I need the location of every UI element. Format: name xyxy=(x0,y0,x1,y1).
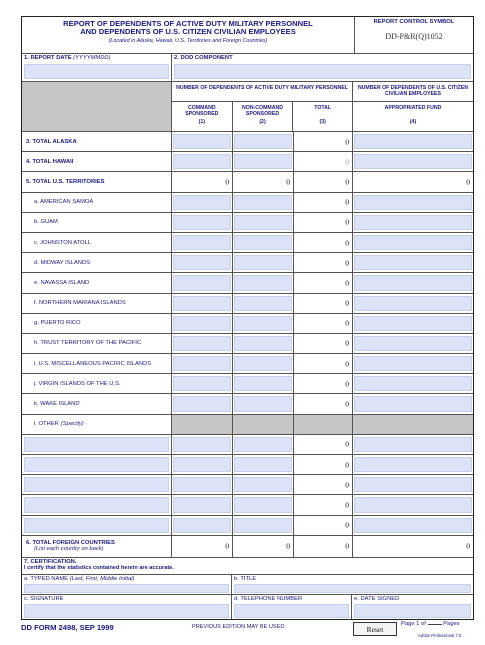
form-header xyxy=(22,17,473,54)
report-control-symbol xyxy=(355,17,473,53)
report-info-row xyxy=(22,54,473,82)
row-cell-c4[interactable] xyxy=(353,495,473,514)
row-cell-c4[interactable] xyxy=(353,354,473,373)
row-cell-c1[interactable] xyxy=(172,435,233,454)
typed-name-field[interactable] xyxy=(24,584,229,593)
row-cell-c1[interactable] xyxy=(172,253,233,272)
dd-form-2498 xyxy=(21,16,474,620)
table-row xyxy=(22,213,473,233)
other-country-field[interactable] xyxy=(24,518,169,533)
row-label: 5. TOTAL U.S. TERRITORIES xyxy=(22,172,172,191)
total-pages-field[interactable] xyxy=(428,624,442,625)
table-row xyxy=(22,415,473,435)
form-title-line1: REPORT OF DEPENDENTS OF ACTIVE DUTY MILITARY PERSONNEL xyxy=(63,19,313,28)
table-row xyxy=(22,273,473,293)
row-cell-c3[interactable]: 0 xyxy=(294,516,353,535)
table-row xyxy=(22,374,473,394)
date-signed-field[interactable] xyxy=(354,604,471,618)
row-cell-c4[interactable] xyxy=(353,152,473,171)
row-cell-c3[interactable]: 0 xyxy=(294,294,353,313)
row-label xyxy=(22,516,172,535)
date-signed-cell: e. DATE SIGNED xyxy=(352,595,473,619)
military-group-head: NUMBER OF DEPENDENTS OF ACTIVE DUTY MILITARY PERSONNEL xyxy=(172,82,352,102)
row-cell-c3[interactable]: 0 xyxy=(294,455,353,474)
row-cell-c2[interactable] xyxy=(233,213,294,232)
title-field[interactable] xyxy=(234,584,471,593)
row-cell-c2[interactable] xyxy=(233,294,294,313)
dod-component-cell xyxy=(172,54,473,81)
row-cell-c3 xyxy=(294,415,353,434)
table-row xyxy=(22,253,473,273)
row-cell-c1[interactable] xyxy=(172,374,233,393)
row-cell-c4[interactable] xyxy=(353,193,473,212)
form-number: DD FORM 2498, SEP 1999 xyxy=(21,623,114,632)
row-cell-c3[interactable]: 0 xyxy=(294,475,353,494)
form-subtitle: (Located in Alaska, Hawaii, U.S. Territories and Foreign Countries) xyxy=(108,37,268,44)
previous-edition-note: PREVIOUS EDITION MAY BE USED. xyxy=(192,624,286,630)
row-cell-c3[interactable]: 0 xyxy=(294,354,353,373)
row-cell-c2[interactable] xyxy=(233,475,294,494)
row-label xyxy=(22,455,172,474)
row-cell-c1[interactable]: 0 xyxy=(172,172,233,191)
row-cell-c2[interactable] xyxy=(233,152,294,171)
table-row xyxy=(22,354,473,374)
row-cell-c1[interactable] xyxy=(172,394,233,413)
row-cell-c4[interactable] xyxy=(353,253,473,272)
table-row xyxy=(22,475,473,495)
reset-button[interactable]: Reset xyxy=(353,622,397,636)
row-cell-c3[interactable]: 0 xyxy=(294,213,353,232)
row-cell-c4[interactable] xyxy=(353,314,473,333)
form-footer xyxy=(21,621,474,641)
row-cell-c1[interactable] xyxy=(172,455,233,474)
row-cell-c2[interactable] xyxy=(233,374,294,393)
row-cell-c1[interactable] xyxy=(172,233,233,252)
row-cell-c4[interactable] xyxy=(353,394,473,413)
col-non-command-sponsored: NON-COMMAND SPONSORED (2) xyxy=(233,102,294,131)
report-date-field[interactable] xyxy=(24,64,169,79)
row-cell-c3[interactable]: 0 xyxy=(294,495,353,514)
rcs-label: REPORT CONTROL SYMBOL xyxy=(373,19,455,25)
row-cell-c1[interactable] xyxy=(172,516,233,535)
total-foreign-c1[interactable]: 0 xyxy=(172,536,233,557)
row-cell-c3[interactable]: 0 xyxy=(294,435,353,454)
dod-component-field[interactable] xyxy=(174,64,471,79)
certification-label: 7. CERTIFICATION. xyxy=(24,558,77,565)
table-row xyxy=(22,495,473,515)
row-cell-c2[interactable] xyxy=(233,334,294,353)
row-cell-c1 xyxy=(172,415,233,434)
table-row xyxy=(22,334,473,354)
row-label xyxy=(22,435,172,454)
table-row xyxy=(22,314,473,334)
column-header-row xyxy=(22,82,473,132)
other-country-field[interactable] xyxy=(24,477,169,492)
row-label: k. WAKE ISLAND xyxy=(22,394,172,413)
row-cell-c3[interactable]: 0 xyxy=(294,314,353,333)
row-cell-c4[interactable] xyxy=(353,374,473,393)
table-row xyxy=(22,455,473,475)
row-cell-c1[interactable] xyxy=(172,294,233,313)
civilian-group-head: NUMBER OF DEPENDENTS OF U.S. CITIZEN CIVILIAN EMPLOYEES xyxy=(353,82,473,102)
row-label: l. OTHER (Specify) xyxy=(22,415,172,434)
row-cell-c4[interactable] xyxy=(353,294,473,313)
row-cell-c3[interactable]: 0 xyxy=(294,253,353,272)
row-label: 4. TOTAL HAWAII xyxy=(22,152,172,171)
signature-cell: c. SIGNATURE xyxy=(22,595,232,619)
row-cell-c3[interactable]: 0 xyxy=(294,394,353,413)
col-command-sponsored: COMMAND SPONSORED (1) xyxy=(172,102,233,131)
total-foreign-c3[interactable]: 0 xyxy=(294,536,353,557)
column-header-blank xyxy=(22,82,172,131)
row-cell-c4 xyxy=(353,415,473,434)
table-row xyxy=(22,233,473,253)
row-cell-c2[interactable] xyxy=(233,233,294,252)
table-row xyxy=(22,394,473,414)
row-cell-c4[interactable]: 0 xyxy=(466,177,470,187)
table-row xyxy=(22,516,473,536)
row-label xyxy=(22,475,172,494)
row-cell-c1[interactable] xyxy=(172,273,233,292)
telephone-field[interactable] xyxy=(234,604,349,618)
table-row xyxy=(22,132,473,152)
row-label: 3. TOTAL ALASKA xyxy=(22,132,172,151)
row-cell-c1[interactable] xyxy=(172,132,233,151)
row-label: c. JOHNSTON ATOLL xyxy=(22,233,172,252)
row-cell-c4[interactable] xyxy=(353,475,473,494)
other-country-field[interactable] xyxy=(24,497,169,512)
table-row xyxy=(22,435,473,455)
row-cell-c3[interactable]: 0 xyxy=(294,152,353,171)
row-cell-c4[interactable] xyxy=(353,455,473,474)
row-cell-c1[interactable] xyxy=(172,193,233,212)
row-label: a. AMERICAN SAMOA xyxy=(22,193,172,212)
row-cell-c2[interactable] xyxy=(233,314,294,333)
total-foreign-c4[interactable]: 0 xyxy=(466,541,470,551)
row-cell-c2[interactable] xyxy=(233,394,294,413)
other-country-field[interactable] xyxy=(24,457,169,472)
form-title-line2: AND DEPENDENTS OF U.S. CITIZEN CIVILIAN EMPLOYEES xyxy=(80,27,296,37)
cert-name-row xyxy=(22,575,473,595)
signature-field[interactable] xyxy=(24,604,229,618)
data-rows xyxy=(22,132,473,536)
table-row xyxy=(22,294,473,314)
table-row xyxy=(22,152,473,172)
row-cell-c2[interactable]: 0 xyxy=(233,172,294,191)
report-date-label: 1. REPORT DATE xyxy=(24,55,72,61)
row-label: j. VIRGIN ISLANDS OF THE U.S. xyxy=(22,374,172,393)
total-foreign-c2[interactable]: 0 xyxy=(233,536,294,557)
row-label: d. MIDWAY ISLANDS xyxy=(22,253,172,272)
row-cell-c3[interactable]: 0 xyxy=(294,334,353,353)
telephone-cell: d. TELEPHONE NUMBER xyxy=(232,595,352,619)
other-country-field[interactable] xyxy=(24,437,169,452)
total-foreign-row xyxy=(22,536,473,558)
page-number: 1 xyxy=(416,621,420,627)
total-foreign-label: 6. TOTAL FOREIGN COUNTRIES (List each country on back) xyxy=(22,536,172,557)
title-cell: b. TITLE xyxy=(232,575,473,594)
row-cell-c3[interactable]: 0 xyxy=(294,172,353,191)
row-cell-c2[interactable] xyxy=(233,132,294,151)
row-label: g. PUERTO RICO xyxy=(22,314,172,333)
row-cell-c2[interactable] xyxy=(233,495,294,514)
row-cell-c2[interactable] xyxy=(233,435,294,454)
row-cell-c2[interactable] xyxy=(233,516,294,535)
certification-text: I certify that the statistics contained herein are accurate. xyxy=(24,564,174,571)
row-cell-c4[interactable] xyxy=(353,435,473,454)
row-cell-c2[interactable] xyxy=(233,273,294,292)
page-counter: Page 1 of Pages xyxy=(401,621,460,627)
row-cell-c1[interactable] xyxy=(172,152,233,171)
military-group xyxy=(172,82,353,131)
row-cell-c3[interactable]: 0 xyxy=(294,193,353,212)
form-title-block xyxy=(22,17,355,53)
row-label: h. TRUST TERRITORY OF THE PACIFIC xyxy=(22,334,172,353)
row-cell-c1[interactable] xyxy=(172,314,233,333)
row-cell-c4[interactable] xyxy=(353,334,473,353)
row-cell-c4[interactable] xyxy=(353,233,473,252)
row-cell-c3[interactable]: 0 xyxy=(294,233,353,252)
certification-cell xyxy=(22,558,473,574)
row-cell-c4[interactable] xyxy=(353,213,473,232)
row-cell-c4[interactable] xyxy=(353,516,473,535)
col-total: TOTAL (3) xyxy=(314,105,332,125)
row-cell-c2[interactable] xyxy=(233,253,294,272)
certification-row xyxy=(22,558,473,575)
row-cell-c4[interactable] xyxy=(353,132,473,151)
row-cell-c1[interactable] xyxy=(172,213,233,232)
row-cell-c3[interactable]: 0 xyxy=(294,132,353,151)
table-row xyxy=(22,172,473,192)
row-label: f. NORTHERN MARIANA ISLANDS xyxy=(22,294,172,313)
typed-name-cell: a. TYPED NAME (Last, First, Middle Initial) xyxy=(22,575,232,594)
row-label: e. NAVASSA ISLAND xyxy=(22,273,172,292)
row-cell-c4[interactable] xyxy=(353,273,473,292)
rcs-value: DD-P&R(Q)1052 xyxy=(385,32,443,41)
dod-component-label: 2. DOD COMPONENT xyxy=(174,55,233,61)
row-cell-c1[interactable] xyxy=(172,354,233,373)
row-label xyxy=(22,495,172,514)
row-cell-c2[interactable] xyxy=(233,193,294,212)
row-cell-c2[interactable] xyxy=(233,455,294,474)
row-label: b. GUAM xyxy=(22,213,172,232)
table-row xyxy=(22,193,473,213)
row-cell-c1[interactable] xyxy=(172,334,233,353)
row-cell-c1[interactable] xyxy=(172,495,233,514)
row-cell-c1[interactable] xyxy=(172,475,233,494)
report-date-cell xyxy=(22,54,172,81)
report-date-hint: (YYYYMMDD) xyxy=(73,55,111,61)
civilian-group xyxy=(353,82,473,131)
row-cell-c2[interactable] xyxy=(233,354,294,373)
row-label: i. U.S. MISCELLANEOUS PACIFIC ISLANDS xyxy=(22,354,172,373)
cert-sign-row xyxy=(22,595,473,619)
row-cell-c2 xyxy=(233,415,294,434)
row-cell-c3[interactable]: 0 xyxy=(294,273,353,292)
row-cell-c3[interactable]: 0 xyxy=(294,374,353,393)
col-appropriated-fund: APPROPRIATED FUND (4) xyxy=(384,105,442,125)
producer-note: Adobe Professional 7.0 xyxy=(418,633,462,638)
